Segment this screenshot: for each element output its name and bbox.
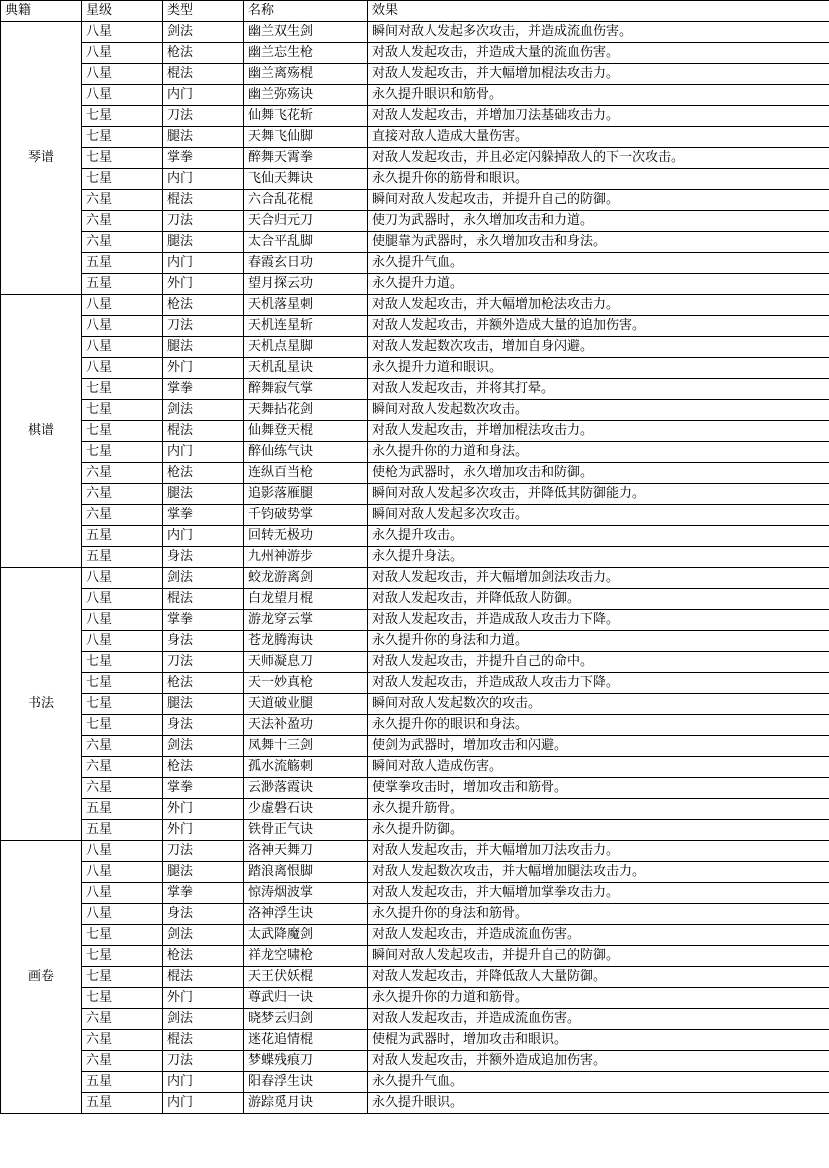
header-row [1,1,829,22]
name-cell: 仙舞登天棍 [244,421,368,442]
effect-cell: 对敌人发起攻击，并增加棍法攻击力。 [368,421,829,442]
effect-cell: 瞬间对敌人发起多次攻击，并造成流血伤害。 [368,22,829,43]
effect-cell: 瞬间对敌人发起数次的攻击。 [368,694,829,715]
name-cell: 天道破业腿 [244,694,368,715]
table-row [1,568,829,589]
table-row [1,127,829,148]
star-cell: 八星 [82,295,163,316]
star-cell: 七星 [82,127,163,148]
book-cell: 琴谱 [1,22,82,295]
star-cell: 六星 [82,232,163,253]
type-cell: 外门 [163,988,244,1009]
effect-cell: 永久提升你的身法和力道。 [368,631,829,652]
star-cell: 六星 [82,1030,163,1051]
effect-cell: 对敌人发起攻击，并造成敌人攻击力下降。 [368,610,829,631]
effect-cell: 对敌人发起攻击，并大幅增加枪法攻击力。 [368,295,829,316]
type-cell: 刀法 [163,316,244,337]
name-cell: 云渺落霞诀 [244,778,368,799]
effect-cell: 对敌人发起攻击，并造成流血伤害。 [368,1009,829,1030]
name-cell: 阳春浮生诀 [244,1072,368,1093]
type-cell: 内门 [163,526,244,547]
header-effect: 效果 [368,1,829,22]
table-row [1,610,829,631]
table-row [1,862,829,883]
name-cell: 幽兰离殇棍 [244,64,368,85]
type-cell: 枪法 [163,295,244,316]
type-cell: 枪法 [163,757,244,778]
name-cell: 凤舞十三剑 [244,736,368,757]
effect-cell: 对敌人发起攻击，并大幅增加刀法攻击力。 [368,841,829,862]
type-cell: 外门 [163,799,244,820]
star-cell: 七星 [82,169,163,190]
table-row [1,379,829,400]
table-row [1,1093,829,1114]
name-cell: 游龙穿云掌 [244,610,368,631]
type-cell: 刀法 [163,211,244,232]
name-cell: 天机乱星诀 [244,358,368,379]
header-name: 名称 [244,1,368,22]
type-cell: 剑法 [163,925,244,946]
table-row [1,694,829,715]
star-cell: 七星 [82,694,163,715]
star-cell: 八星 [82,883,163,904]
star-cell: 六星 [82,211,163,232]
name-cell: 天机落星刺 [244,295,368,316]
type-cell: 棍法 [163,421,244,442]
table-row [1,484,829,505]
type-cell: 身法 [163,547,244,568]
star-cell: 八星 [82,337,163,358]
effect-cell: 对敌人发起攻击，并且必定闪躲掉敌人的下一次攻击。 [368,148,829,169]
table-row [1,652,829,673]
effect-cell: 瞬间对敌人发起数次攻击。 [368,400,829,421]
star-cell: 八星 [82,64,163,85]
table-row [1,358,829,379]
star-cell: 七星 [82,442,163,463]
star-cell: 五星 [82,253,163,274]
type-cell: 身法 [163,631,244,652]
name-cell: 白龙望月棍 [244,589,368,610]
star-cell: 八星 [82,589,163,610]
table-row [1,904,829,925]
effect-cell: 永久提升眼识和筋骨。 [368,85,829,106]
table-row [1,442,829,463]
star-cell: 六星 [82,736,163,757]
table-body [1,22,829,1114]
name-cell: 千钧破势掌 [244,505,368,526]
type-cell: 刀法 [163,652,244,673]
effect-cell: 对敌人发起数次攻击，增加自身闪避。 [368,337,829,358]
type-cell: 腿法 [163,232,244,253]
type-cell: 掌拳 [163,610,244,631]
type-cell: 掌拳 [163,148,244,169]
star-cell: 七星 [82,106,163,127]
effect-cell: 瞬间对敌人发起攻击，并提升自己的防御。 [368,190,829,211]
table-row [1,820,829,841]
effect-cell: 永久提升气血。 [368,1072,829,1093]
name-cell: 追影落雁腿 [244,484,368,505]
star-cell: 八星 [82,631,163,652]
star-cell: 七星 [82,673,163,694]
type-cell: 外门 [163,358,244,379]
name-cell: 惊涛烟波掌 [244,883,368,904]
star-cell: 八星 [82,568,163,589]
name-cell: 迷花追情棍 [244,1030,368,1051]
effect-cell: 永久提升筋骨。 [368,799,829,820]
table-row [1,988,829,1009]
effect-cell: 瞬间对敌人发起多次攻击，并降低其防御能力。 [368,484,829,505]
type-cell: 腿法 [163,694,244,715]
effect-cell: 瞬间对敌人发起攻击，并提升自己的防御。 [368,946,829,967]
star-cell: 八星 [82,22,163,43]
star-cell: 六星 [82,778,163,799]
table-row [1,43,829,64]
type-cell: 腿法 [163,127,244,148]
effect-cell: 永久提升防御。 [368,820,829,841]
name-cell: 幽兰双生剑 [244,22,368,43]
type-cell: 枪法 [163,673,244,694]
table-row [1,190,829,211]
name-cell: 天机点星脚 [244,337,368,358]
name-cell: 九州神游步 [244,547,368,568]
table-row [1,1051,829,1072]
type-cell: 枪法 [163,463,244,484]
table-row [1,526,829,547]
name-cell: 飞仙天舞诀 [244,169,368,190]
table-row [1,148,829,169]
effect-cell: 永久提升身法。 [368,547,829,568]
star-cell: 六星 [82,757,163,778]
table-row [1,883,829,904]
table-row [1,169,829,190]
name-cell: 天舞拈花剑 [244,400,368,421]
effect-cell: 对敌人发起攻击，并大幅增加掌拳攻击力。 [368,883,829,904]
effect-cell: 永久提升力道和眼识。 [368,358,829,379]
star-cell: 八星 [82,904,163,925]
type-cell: 外门 [163,274,244,295]
effect-cell: 使掌拳攻击时，增加攻击和筋骨。 [368,778,829,799]
name-cell: 回转无极功 [244,526,368,547]
header-type: 类型 [163,1,244,22]
type-cell: 棍法 [163,64,244,85]
name-cell: 孤水流觞刺 [244,757,368,778]
type-cell: 身法 [163,904,244,925]
type-cell: 内门 [163,1072,244,1093]
effect-cell: 永久提升你的眼识和身法。 [368,715,829,736]
table-row [1,946,829,967]
name-cell: 太武降魔剑 [244,925,368,946]
table-row [1,337,829,358]
effect-cell: 瞬间对敌人发起多次攻击。 [368,505,829,526]
type-cell: 掌拳 [163,505,244,526]
type-cell: 棍法 [163,1030,244,1051]
star-cell: 六星 [82,1051,163,1072]
effect-cell: 永久提升力道。 [368,274,829,295]
star-cell: 六星 [82,505,163,526]
type-cell: 内门 [163,1093,244,1114]
table-row [1,547,829,568]
name-cell: 梦蝶残痕刀 [244,1051,368,1072]
effect-cell: 对敌人发起攻击，并造成大量的流血伤害。 [368,43,829,64]
name-cell: 天法补盈功 [244,715,368,736]
star-cell: 六星 [82,190,163,211]
name-cell: 天一妙真枪 [244,673,368,694]
name-cell: 蛟龙游离剑 [244,568,368,589]
name-cell: 醉舞天霄拳 [244,148,368,169]
name-cell: 太合平乱脚 [244,232,368,253]
name-cell: 春霞玄日功 [244,253,368,274]
name-cell: 铁骨正气诀 [244,820,368,841]
table-row [1,1072,829,1093]
effect-cell: 对敌人发起攻击，并增加刀法基础攻击力。 [368,106,829,127]
effect-cell: 对敌人发起攻击，并造成流血伤害。 [368,925,829,946]
table-row [1,715,829,736]
table-row [1,274,829,295]
type-cell: 剑法 [163,568,244,589]
type-cell: 掌拳 [163,778,244,799]
effect-cell: 对敌人发起攻击，并降低敌人大量防御。 [368,967,829,988]
type-cell: 剑法 [163,1009,244,1030]
type-cell: 腿法 [163,484,244,505]
name-cell: 游踪觅月诀 [244,1093,368,1114]
table-row [1,253,829,274]
type-cell: 棍法 [163,967,244,988]
name-cell: 幽兰忘生枪 [244,43,368,64]
effect-cell: 永久提升你的力道和筋骨。 [368,988,829,1009]
type-cell: 腿法 [163,337,244,358]
effect-cell: 对敌人发起攻击，并额外造成追加伤害。 [368,1051,829,1072]
effect-cell: 使刀为武器时，永久增加攻击和力道。 [368,211,829,232]
star-cell: 五星 [82,820,163,841]
star-cell: 七星 [82,967,163,988]
effect-cell: 使棍为武器时，增加攻击和眼识。 [368,1030,829,1051]
name-cell: 天合归元刀 [244,211,368,232]
name-cell: 望月探云功 [244,274,368,295]
star-cell: 五星 [82,1093,163,1114]
effect-cell: 直接对敌人造成大量伤害。 [368,127,829,148]
table-row [1,589,829,610]
effect-cell: 对敌人发起攻击，并造成敌人攻击力下降。 [368,673,829,694]
effect-cell: 永久提升气血。 [368,253,829,274]
name-cell: 踏浪离恨脚 [244,862,368,883]
header-book: 典籍 [1,1,82,22]
table-row [1,925,829,946]
star-cell: 五星 [82,547,163,568]
table-row [1,85,829,106]
type-cell: 刀法 [163,106,244,127]
name-cell: 天舞飞仙脚 [244,127,368,148]
star-cell: 七星 [82,946,163,967]
table-row [1,631,829,652]
effect-cell: 永久提升你的力道和身法。 [368,442,829,463]
table-row [1,421,829,442]
star-cell: 八星 [82,862,163,883]
name-cell: 尊武归一诀 [244,988,368,1009]
type-cell: 腿法 [163,862,244,883]
table-row [1,673,829,694]
name-cell: 天王伏妖棍 [244,967,368,988]
table-row [1,967,829,988]
effect-cell: 使枪为武器时，永久增加攻击和防御。 [368,463,829,484]
star-cell: 八星 [82,316,163,337]
effect-cell: 对敌人发起攻击，并将其打晕。 [368,379,829,400]
effect-cell: 对敌人发起数次攻击，并大幅增加腿法攻击力。 [368,862,829,883]
name-cell: 少虚磐石诀 [244,799,368,820]
star-cell: 七星 [82,988,163,1009]
name-cell: 洛神浮生诀 [244,904,368,925]
effect-cell: 对敌人发起攻击，并提升自己的命中。 [368,652,829,673]
table-row [1,778,829,799]
header-star: 星级 [82,1,163,22]
table-row [1,757,829,778]
star-cell: 七星 [82,400,163,421]
name-cell: 晓梦云归剑 [244,1009,368,1030]
type-cell: 剑法 [163,22,244,43]
star-cell: 八星 [82,610,163,631]
type-cell: 棍法 [163,589,244,610]
type-cell: 内门 [163,442,244,463]
table-row [1,463,829,484]
effect-cell: 对敌人发起攻击，并大幅增加棍法攻击力。 [368,64,829,85]
name-cell: 仙舞飞花斩 [244,106,368,127]
table-row [1,799,829,820]
name-cell: 祥龙空啸枪 [244,946,368,967]
table-row [1,1030,829,1051]
star-cell: 八星 [82,85,163,106]
type-cell: 剑法 [163,400,244,421]
name-cell: 醉仙练气诀 [244,442,368,463]
star-cell: 六星 [82,463,163,484]
effect-cell: 对敌人发起攻击，并大幅增加剑法攻击力。 [368,568,829,589]
type-cell: 掌拳 [163,379,244,400]
type-cell: 剑法 [163,736,244,757]
book-cell: 棋谱 [1,295,82,568]
book-cell: 书法 [1,568,82,841]
type-cell: 身法 [163,715,244,736]
type-cell: 枪法 [163,946,244,967]
star-cell: 五星 [82,1072,163,1093]
name-cell: 天师凝息刀 [244,652,368,673]
book-cell: 画卷 [1,841,82,1114]
table-row [1,211,829,232]
type-cell: 刀法 [163,1051,244,1072]
effect-cell: 使腿靠为武器时，永久增加攻击和身法。 [368,232,829,253]
type-cell: 外门 [163,820,244,841]
star-cell: 六星 [82,484,163,505]
table-row [1,64,829,85]
star-cell: 七星 [82,379,163,400]
table-row [1,841,829,862]
effect-cell: 永久提升你的身法和筋骨。 [368,904,829,925]
star-cell: 七星 [82,652,163,673]
name-cell: 幽兰弥殇诀 [244,85,368,106]
effect-cell: 瞬间对敌人造成伤害。 [368,757,829,778]
name-cell: 洛神天舞刀 [244,841,368,862]
table-row [1,505,829,526]
name-cell: 天机连星斩 [244,316,368,337]
table-row [1,400,829,421]
name-cell: 苍龙腾海诀 [244,631,368,652]
star-cell: 五星 [82,799,163,820]
type-cell: 枪法 [163,43,244,64]
star-cell: 七星 [82,148,163,169]
star-cell: 七星 [82,715,163,736]
table-row [1,295,829,316]
table-row [1,316,829,337]
type-cell: 内门 [163,253,244,274]
name-cell: 醉舞寂气掌 [244,379,368,400]
name-cell: 六合乱花棍 [244,190,368,211]
star-cell: 六星 [82,1009,163,1030]
type-cell: 掌拳 [163,883,244,904]
table-row [1,736,829,757]
star-cell: 七星 [82,421,163,442]
effect-cell: 永久提升攻击。 [368,526,829,547]
star-cell: 八星 [82,43,163,64]
table-row [1,106,829,127]
type-cell: 内门 [163,169,244,190]
effect-cell: 永久提升你的筋骨和眼识。 [368,169,829,190]
effect-cell: 对敌人发起攻击，并降低敌人防御。 [368,589,829,610]
table-row [1,22,829,43]
table-row [1,1009,829,1030]
type-cell: 棍法 [163,190,244,211]
name-cell: 连纵百当枪 [244,463,368,484]
effect-cell: 使剑为武器时，增加攻击和闪避。 [368,736,829,757]
star-cell: 八星 [82,358,163,379]
table-row [1,232,829,253]
star-cell: 八星 [82,841,163,862]
star-cell: 五星 [82,274,163,295]
star-cell: 五星 [82,526,163,547]
effect-cell: 对敌人发起攻击，并额外造成大量的追加伤害。 [368,316,829,337]
type-cell: 刀法 [163,841,244,862]
type-cell: 内门 [163,85,244,106]
effect-cell: 永久提升眼识。 [368,1093,829,1114]
star-cell: 七星 [82,925,163,946]
